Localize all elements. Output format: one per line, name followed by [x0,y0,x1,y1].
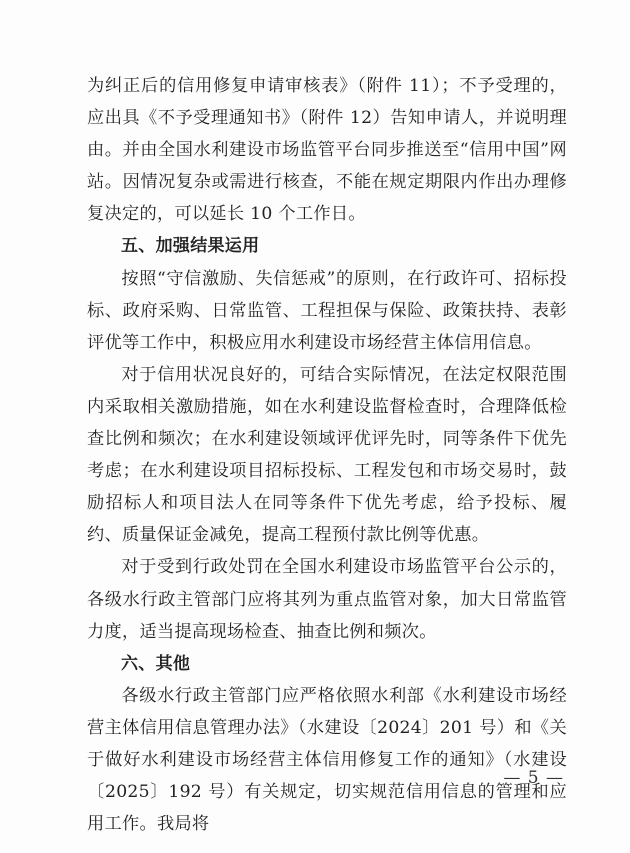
section-heading-6: 六、其他 [121,653,191,674]
paragraph-continuation: 为纠正后的信用修复申请审核表》（附件 11）；不予受理的，应出具《不予受理通知书》（附件 12）告知申请人，并说明理由。并由全国水利建设市场监管平台同步推送至“信用中国”网站。因情况复杂或需进行核查，不能在规定期限内作出办理修复决定的，可以延长 10 个工作日。 [87,76,567,225]
section-heading-5: 五、加强结果运用 [121,236,260,257]
paragraph-penalties: 对于受到行政处罚在全国水利建设市场监管平台公示的，各级水行政主管部门应将其列为重点监管对象，加大日常监管力度，适当提高现场检查、抽查比例和频次。 [87,557,567,642]
paragraph-principle: 按照“守信激励、失信惩戒”的原则，在行政许可、招标投标、政府采购、日常监管、工程担保与保险、政策扶持、表彰评优等工作中，积极应用水利建设市场经营主体信用信息。 [87,268,567,353]
document-body [87,70,567,840]
page-number: — 5 — [503,768,564,788]
paragraph-incentives: 对于信用状况良好的，可结合实际情况，在法定权限范围内采取相关激励措施，如在水利建设监督检查时，合理降低检查比例和频次；在水利建设领域评优评先时，同等条件下优先考虑；在水利建设项目招标投标、工程发包和市场交易时，鼓励招标人和项目法人在同等条件下优先考虑，给予投标、履约、质量保证金减免，提高工程预付款比例等优惠。 [87,364,567,546]
paragraph-other: 各级水行政主管部门应严格依照水利部《水利建设市场经营主体信用信息管理办法》（水建设〔2024〕201 号）和《关于做好水利建设市场经营主体信用修复工作的通知》（水建设〔2025〕192 号）有关规定，切实规范信用信息的管理和应用工作。我局将 [87,685,567,835]
